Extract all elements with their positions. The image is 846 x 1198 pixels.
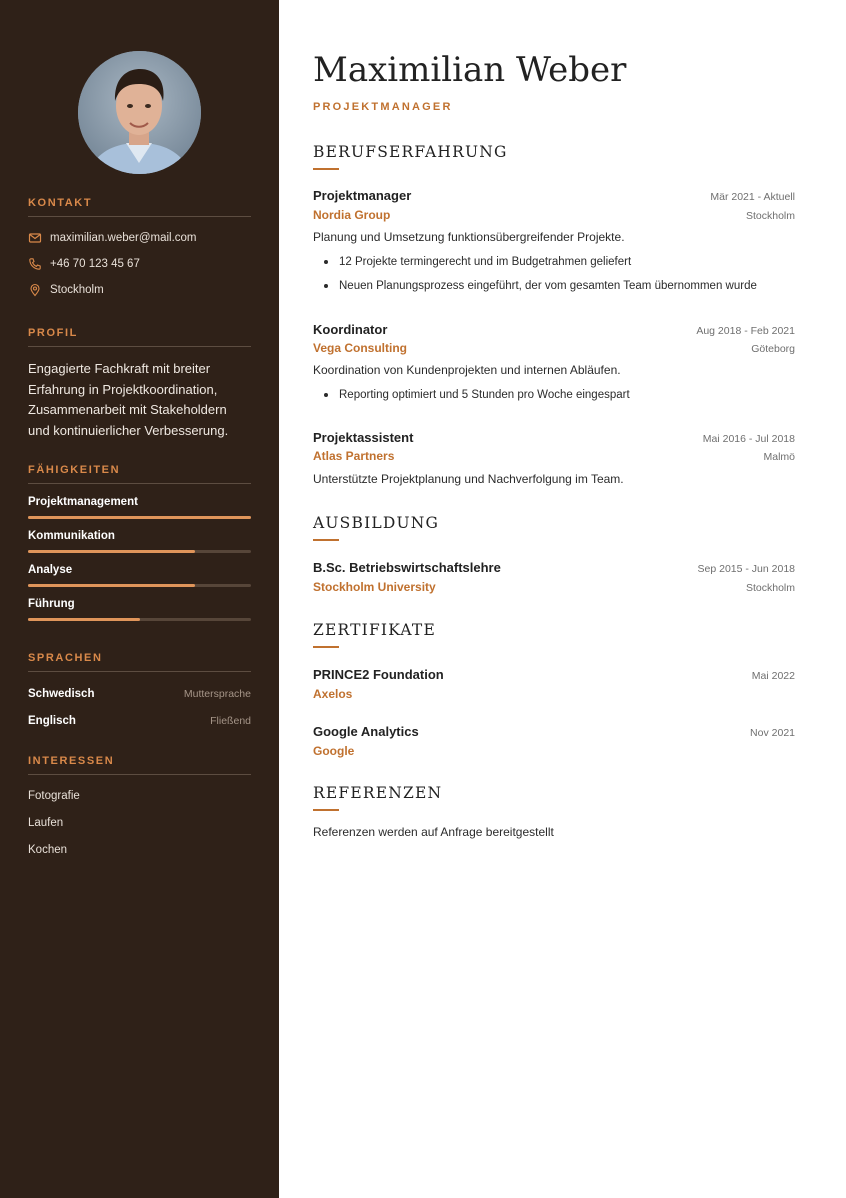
language-name: Schwedisch <box>28 687 95 700</box>
phone-icon <box>28 257 42 271</box>
school-location: Stockholm <box>745 582 795 594</box>
languages-section <box>28 652 251 734</box>
job-location: Göteborg <box>751 343 795 355</box>
interest-item: Fotografie <box>28 790 80 802</box>
interest-item: Laufen <box>28 817 64 829</box>
skill-label: Kommunikation <box>28 530 115 542</box>
job-description: Planung und Umsetzung funktionsübergreifender Projekte. <box>313 230 625 244</box>
certificate-entry <box>313 724 795 758</box>
certificate-entry <box>313 667 795 701</box>
language-item <box>28 707 251 734</box>
education-entry <box>313 560 795 594</box>
contact-heading: KONTAKT <box>28 197 251 217</box>
job-title: Koordinator <box>313 322 388 337</box>
contact-section <box>28 197 251 303</box>
contact-email[interactable] <box>28 225 251 251</box>
certificate-issuer: Axelos <box>313 687 353 701</box>
mail-icon <box>28 231 42 245</box>
skill-bar-fill <box>28 516 251 519</box>
job-date: Aug 2018 - Feb 2021 <box>696 325 795 337</box>
job-bullet: Neuen Planungsprozess eingeführt, der vom gesamten Team übernommen wurde <box>313 274 795 298</box>
education-heading: AUSBILDUNG <box>313 514 440 532</box>
skill-bar-fill <box>28 618 140 621</box>
references-entry <box>313 825 795 839</box>
job-bullets <box>313 250 795 298</box>
education-date: Sep 2015 - Jun 2018 <box>697 563 795 575</box>
job-location: Stockholm <box>745 210 795 222</box>
job-entry <box>313 430 795 486</box>
school-name: Stockholm University <box>313 580 436 594</box>
skill-bar-fill <box>28 550 195 553</box>
heading-underline <box>313 539 339 541</box>
location-text: Stockholm <box>50 284 104 296</box>
profile-section <box>28 327 251 441</box>
heading-underline <box>313 646 339 648</box>
avatar <box>78 51 201 174</box>
person-name: Maximilian Weber <box>313 50 627 90</box>
skill-label: Führung <box>28 598 75 610</box>
certificates-section <box>313 621 795 648</box>
skills-section <box>28 464 251 624</box>
job-entry <box>313 188 795 298</box>
skill-bar <box>28 550 251 553</box>
heading-underline <box>313 809 339 811</box>
skill-item <box>28 522 251 556</box>
references-section <box>313 784 795 811</box>
certificate-issuer: Google <box>313 744 355 758</box>
job-location: Malmö <box>763 451 795 463</box>
contact-phone[interactable] <box>28 251 251 277</box>
job-title: Projektassistent <box>313 430 414 445</box>
location-pin-icon <box>28 283 42 297</box>
skill-bar <box>28 584 251 587</box>
language-name: Englisch <box>28 714 76 727</box>
interests-heading: INTERESSEN <box>28 755 251 775</box>
job-title: Projektmanager <box>313 188 412 203</box>
job-company: Atlas Partners <box>313 449 395 463</box>
certificate-name: Google Analytics <box>313 724 419 739</box>
job-entry <box>313 322 795 407</box>
profile-heading: PROFIL <box>28 327 251 347</box>
certificate-date: Nov 2021 <box>750 727 795 739</box>
skill-bar <box>28 516 251 519</box>
language-item <box>28 680 251 707</box>
job-description: Koordination von Kundenprojekten und internen Abläufen. <box>313 363 621 377</box>
certificates-heading: ZERTIFIKATE <box>313 621 436 639</box>
job-company: Vega Consulting <box>313 341 408 355</box>
job-date: Mär 2021 - Aktuell <box>710 191 795 203</box>
references-text: Referenzen werden auf Anfrage bereitgestellt <box>313 825 554 839</box>
education-section <box>313 514 795 541</box>
interest-item: Kochen <box>28 844 68 856</box>
skill-bar <box>28 618 251 621</box>
profile-photo <box>78 51 201 174</box>
job-date: Mai 2016 - Jul 2018 <box>702 433 795 445</box>
languages-heading: SPRACHEN <box>28 652 251 672</box>
contact-location <box>28 277 251 303</box>
language-level: Fließend <box>210 714 251 727</box>
skill-item <box>28 488 251 522</box>
skill-label: Analyse <box>28 564 73 576</box>
job-company: Nordia Group <box>313 208 391 222</box>
language-level: Muttersprache <box>183 687 251 700</box>
sidebar <box>0 0 279 1198</box>
experience-section <box>313 143 795 170</box>
job-description: Unterstützte Projektplanung und Nachverfolgung im Team. <box>313 472 624 486</box>
interests-section <box>28 755 251 864</box>
job-bullet: 12 Projekte termingerecht und im Budgetrahmen geliefert <box>313 250 795 274</box>
person-role: PROJEKTMANAGER <box>313 101 453 113</box>
heading-underline <box>313 168 339 170</box>
certificate-name: PRINCE2 Foundation <box>313 667 444 682</box>
degree-title: B.Sc. Betriebswirtschaftslehre <box>313 560 501 575</box>
experience-heading: BERUFSERFAHRUNG <box>313 143 508 161</box>
skill-item <box>28 556 251 590</box>
job-bullet: Reporting optimiert und 5 Stunden pro Woche eingespart <box>313 383 795 407</box>
certificate-date: Mai 2022 <box>751 670 795 682</box>
job-bullets <box>313 383 795 407</box>
skills-heading: FÄHIGKEITEN <box>28 464 251 484</box>
skill-item <box>28 590 251 624</box>
phone-text: +46 70 123 45 67 <box>50 258 140 270</box>
references-heading: REFERENZEN <box>313 784 443 802</box>
email-text: maximilian.weber@mail.com <box>50 232 197 244</box>
profile-text: Engagierte Fachkraft mit breiter Erfahrung in Projektkoordination, Zusammenarbeit mit Stakeholdern und kontinuierlicher Verbesserung. <box>28 361 229 438</box>
skill-bar-fill <box>28 584 195 587</box>
skill-label: Projektmanagement <box>28 496 138 508</box>
